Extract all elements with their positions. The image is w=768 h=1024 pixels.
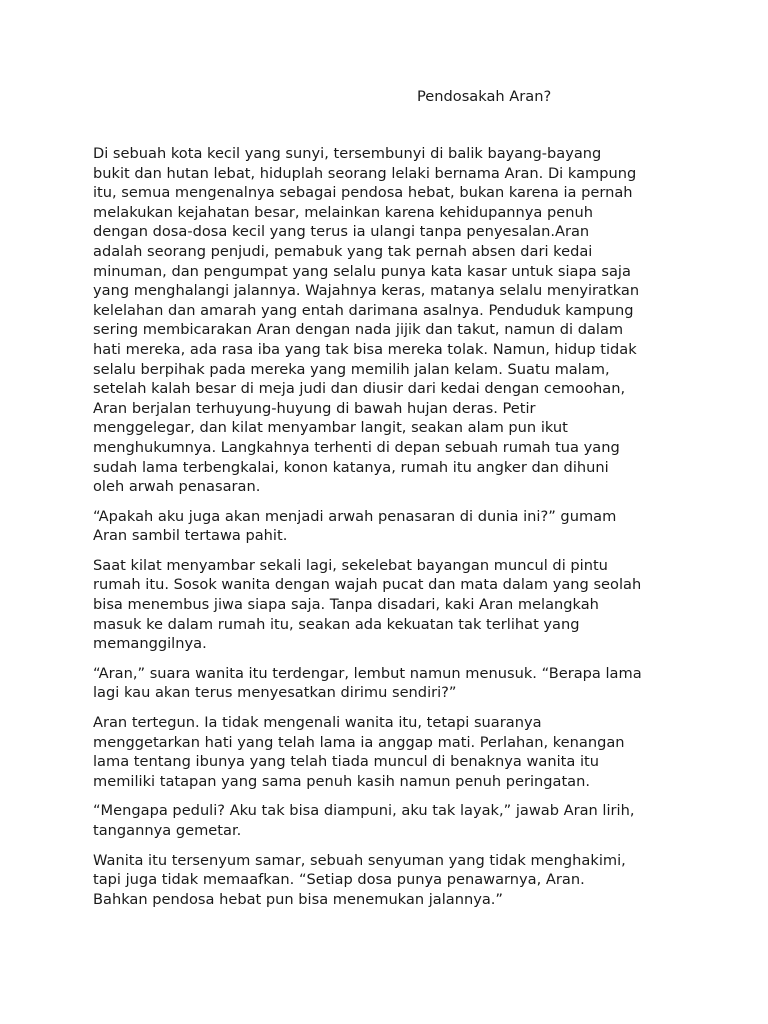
paragraph-6: “Mengapa peduli? Aku tak bisa diampuni, aku tak layak,” jawab Aran lirih, tangannya gemetar.: [93, 802, 635, 839]
document-body: [93, 144, 683, 919]
paragraph-7: Wanita itu tersenyum samar, sebuah senyuman yang tidak menghakimi, tapi juga tidak memaafkan. “Setiap dosa punya penawarnya, Aran. Bahkan pendosa hebat pun bisa menemukan jalannya.”: [93, 851, 626, 908]
paragraph-3: Saat kilat menyambar sekali lagi, sekelebat bayangan muncul di pintu rumah itu. Sosok wanita dengan wajah pucat dan mata dalam yang seolah bisa menembus jiwa siapa saja. Tanpa disadari, kaki Aran melangkah masuk ke dalam rumah itu, seakan ada kekuatan tak terlihat yang memanggilnya.: [93, 556, 642, 653]
paragraph-1: Di sebuah kota kecil yang sunyi, tersembunyi di balik bayang-bayang bukit dan hutan lebat, hiduplah seorang lelaki bernama Aran. Di kampung itu, semua mengenalnya sebagai pendosa hebat, bukan karena ia pernah melakukan kejahatan besar, melainkan karena kehidupannya penuh dengan dosa-dosa kecil yang terus ia ulangi tanpa penyesalan.Aran adalah seorang penjudi, pemabuk yang tak pernah absen dari kedai minuman, dan pengumpat yang selalu punya kata kasar untuk siapa saja yang menghalangi jalannya. Wajahnya keras, matanya selalu menyiratkan kelelahan dan amarah yang entah darimana asalnya. Penduduk kampung sering membicarakan Aran dengan nada jijik dan takut, namun di dalam hati mereka, ada rasa iba yang tak bisa mereka tolak. Namun, hidup tidak selalu berpihak pada mereka yang memilih jalan kelam. Suatu malam, setelah kalah besar di meja judi dan diusir dari kedai dengan cemoohan, Aran berjalan terhuyung-huyung di bawah hujan deras. Petir menggelegar, dan kilat menyambar langit, seakan alam pun ikut menghukumnya. Langkahnya terhenti di depan sebuah rumah tua yang sudah lama terbengkalai, konon katanya, rumah itu angker dan dihuni oleh arwah penasaran.: [93, 145, 640, 496]
document-title: Pendosakah Aran?: [417, 88, 552, 105]
paragraph-2: “Apakah aku juga akan menjadi arwah penasaran di dunia ini?” gumam Aran sambil tertawa pahit.: [93, 507, 617, 545]
paragraph-5: Aran tertegun. Ia tidak mengenali wanita itu, tetapi suaranya menggetarkan hati yang telah lama ia anggap mati. Perlahan, kenangan lama tentang ibunya yang telah tiada muncul di benaknya wanita itu memiliki tatapan yang sama penuh kasih namun penuh peringatan.: [93, 714, 625, 790]
paragraph-4: “Aran,” suara wanita itu terdengar, lembut namun menusuk. “Berapa lama lagi kau akan terus menyesatkan dirimu sendiri?”: [93, 664, 642, 702]
